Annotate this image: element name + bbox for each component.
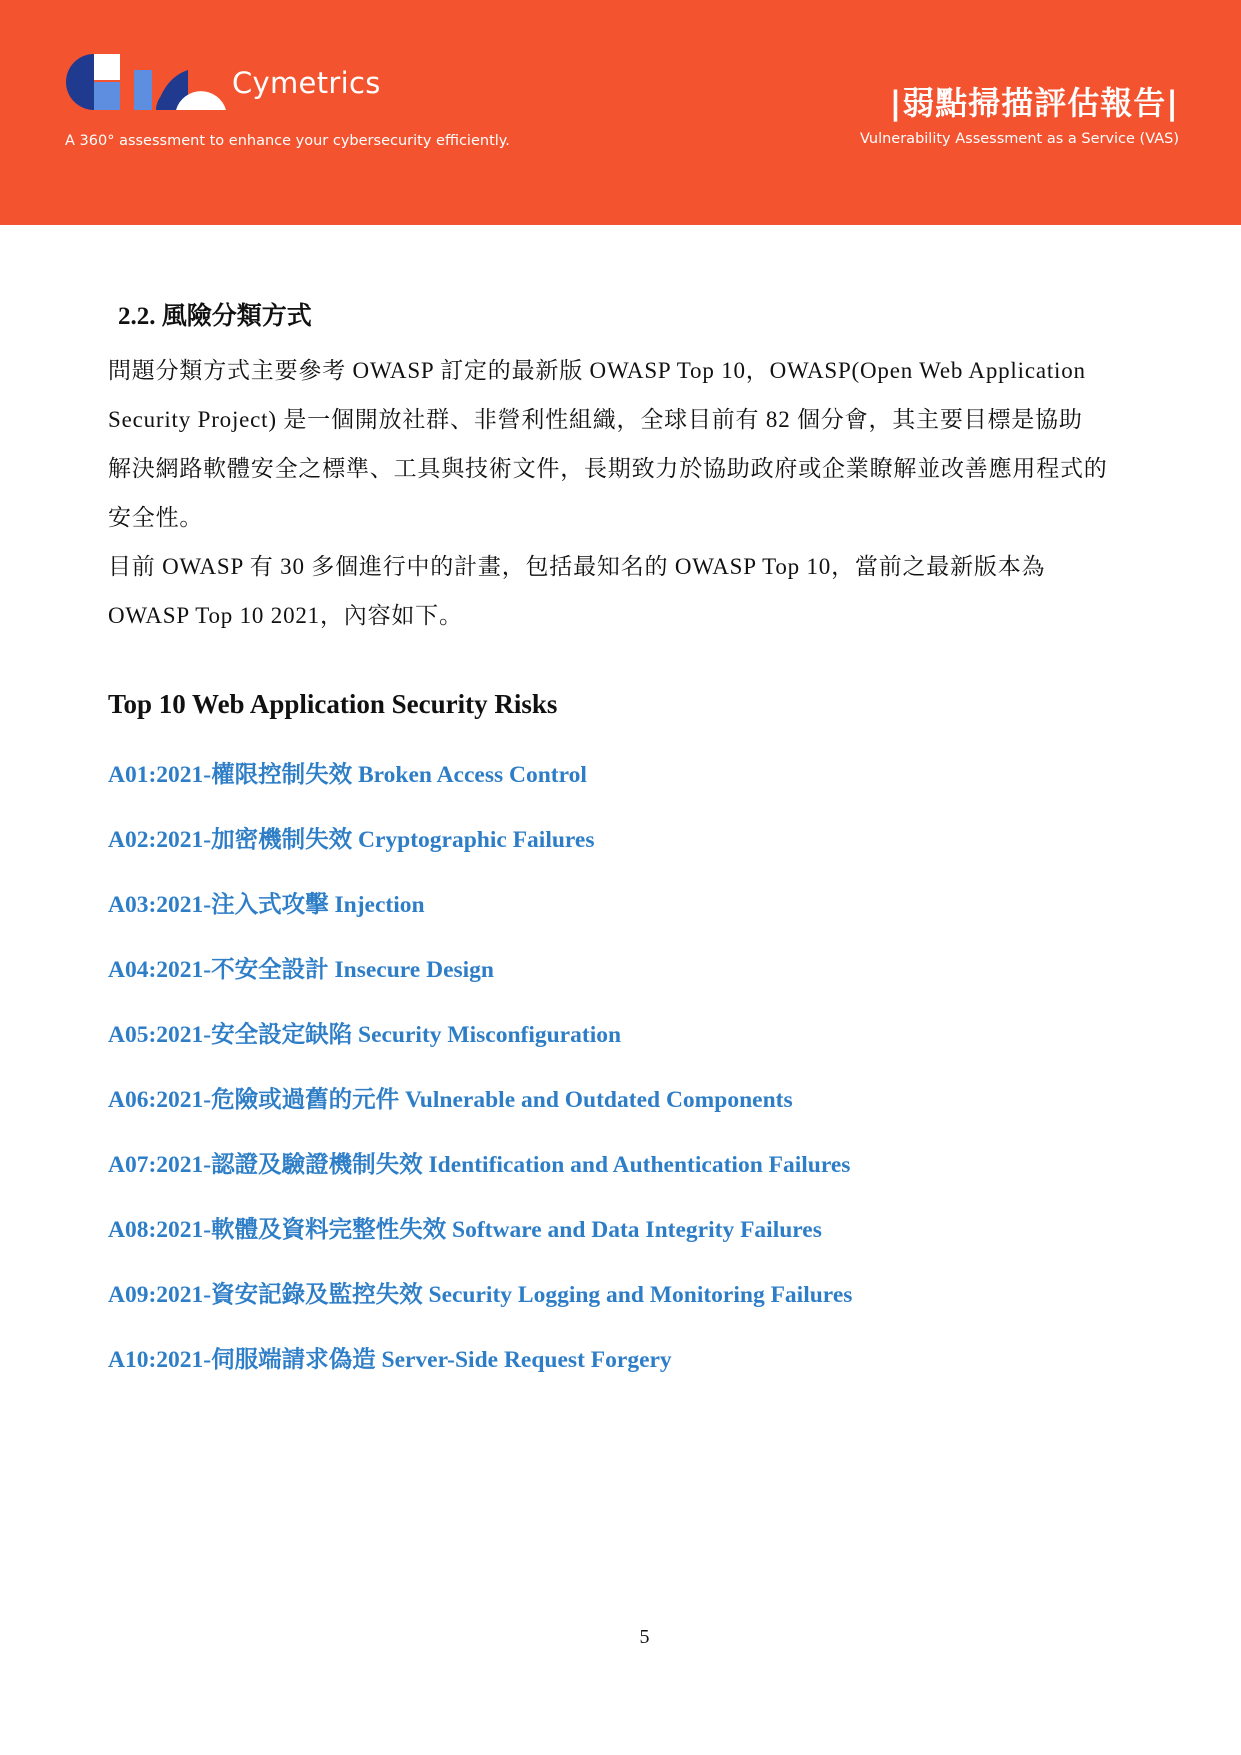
paragraph-line: 解決網路軟體安全之標準、工具與技術文件，長期致力於協助政府或企業瞭解並改善應用程式的 xyxy=(108,456,1108,481)
risk-link-a10[interactable]: A10:2021-伺服端請求偽造 Server-Side Request Forgery xyxy=(108,1347,672,1373)
page-number: 5 xyxy=(639,1626,650,1648)
brand-name: Cymetrics xyxy=(232,66,381,100)
risk-link-a06[interactable]: A06:2021-危險或過舊的元件 Vulnerable and Outdated Components xyxy=(108,1087,793,1113)
paragraph-line: 目前 OWASP 有 30 多個進行中的計畫，包括最知名的 OWASP Top 10，當前之最新版本為 xyxy=(108,554,1046,579)
risk-link-a05[interactable]: A05:2021-安全設定缺陷 Security Misconfiguration xyxy=(108,1022,622,1048)
risk-link-a08[interactable]: A08:2021-軟體及資料完整性失效 Software and Data Integrity Failures xyxy=(108,1217,822,1243)
risks-heading: Top 10 Web Application Security Risks xyxy=(108,689,558,719)
cymetrics-logo-icon xyxy=(64,52,226,112)
paragraph-line: OWASP Top 10 2021，內容如下。 xyxy=(108,603,463,628)
paragraph-line: 問題分類方式主要參考 OWASP 訂定的最新版 OWASP Top 10，OWASP(Open Web Application xyxy=(108,358,1086,383)
report-subtitle: Vulnerability Assessment as a Service (VAS) xyxy=(859,131,1179,147)
risk-link-a07[interactable]: A07:2021-認證及驗證機制失效 Identification and Authentication Failures xyxy=(108,1152,851,1178)
paragraph-line: 安全性。 xyxy=(108,505,204,530)
paragraph-line: Security Project) 是一個開放社群、非營利性組織，全球目前有 82 個分會，其主要目標是協助 xyxy=(108,407,1083,432)
section-heading: 2.2. 風險分類方式 xyxy=(118,303,312,330)
report-title: |弱點掃描評估報告| xyxy=(889,84,1179,122)
risk-link-a09[interactable]: A09:2021-資安記錄及監控失效 Security Logging and Monitoring Failures xyxy=(108,1282,853,1308)
risk-link-a04[interactable]: A04:2021-不安全設計 Insecure Design xyxy=(108,957,494,983)
page-header xyxy=(0,0,1241,225)
risk-link-a01[interactable]: A01:2021-權限控制失效 Broken Access Control xyxy=(108,762,587,788)
risk-link-a02[interactable]: A02:2021-加密機制失效 Cryptographic Failures xyxy=(108,827,595,853)
brand-tagline: A 360° assessment to enhance your cybersecurity efficiently. xyxy=(65,133,510,149)
risk-link-a03[interactable]: A03:2021-注入式攻擊 Injection xyxy=(108,892,425,918)
